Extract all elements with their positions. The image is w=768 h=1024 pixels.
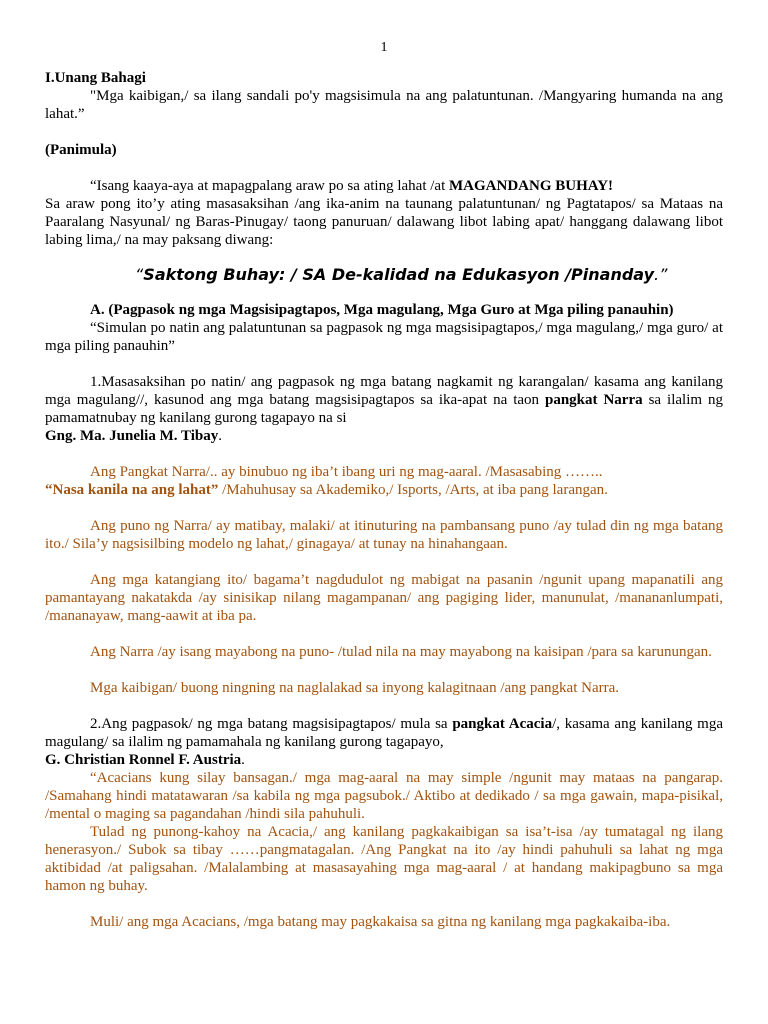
acacia-intro: 2.Ang pagpasok/ ng mga batang magsisipagtapos/ mula sa pangkat Acacia/, kasama ang kanilang mga magulang/ sa ilalim ng pamamahala ng kanilang gurong tagapayo, — [45, 716, 724, 750]
greeting-bold: MAGANDANG BUHAY! — [449, 178, 614, 194]
narra-paragraph-2: Ang puno ng Narra/ ay matibay, malaki/ at itinuturing na pambansang puno /ay tulad din ng mga batang ito./ Sila’y nagsisilbing modelo ng lahat,/ ginagaya/ at tunay na hinahangaan. — [45, 518, 723, 552]
narra-paragraph-3: Ang mga katangiang ito/ bagama’t nagdudulot ng mabigat na pasanin /ngunit upang mapanatili ang pamantayang nakatakda /ay sinisikap nilang magampanan/ ang pagiging lider, manunulat, /manananlumpati, /mananayaw, mang-aawit at iba pa. — [45, 572, 723, 624]
theme-line: “Saktong Buhay: / SA De-kalidad na Edukasyon /Pinanday.” — [135, 265, 668, 284]
intro-paragraph: Sa araw pong ito’y ating masasaksihan /ang ika-anim na taunang palatuntunan/ ng Pagtatapos/ sa Mataas na Paaralang Nasyunal/ ng Baras-Pinugay/ taong panuruan/ dalawang libot labing apat/ hanggang dalawang libot labing lima,/ na may paksang diwang: — [45, 196, 723, 248]
acacia-paragraph-1: “Acacians kung silay bansagan./ mga mag-aaral na may simple /ngunit may mataas na pangarap. /Samahang hindi matatawaran /sa kabila ng mga pagsubok./ Aktibo at dedikado / sa mga gawain, mapa-pisikal, /mental o maging sa pagandahan /hindi sila pahuhuli. — [45, 770, 723, 822]
acacia-paragraph-3: Muli/ ang mga Acacians, /mga batang may pagkakaisa sa gitna ng kanilang mga pagkakaiba-iba. — [90, 914, 671, 930]
narra-adviser: Gng. Ma. Junelia M. Tibay. — [45, 428, 222, 444]
narra-paragraph-4: Ang Narra /ay isang mayabong na puno- /tulad nila na may mayabong na kaisipan /para sa karunungan. — [90, 644, 712, 660]
section-heading: I.Unang Bahagi — [45, 70, 146, 86]
narra-intro: 1.Masasaksihan po natin/ ang pagpasok ng mga batang nagkamit ng karangalan/ kasama ang kanilang mga magulang//, kasunod ang mga batang magsisipagtapos sa ika-apat na taon pangkat Narra sa ilalim ng pamamatnubay ng kanilang gurong tagapayo na si — [45, 374, 724, 426]
narra-group-name: pangkat Narra — [545, 392, 643, 408]
theme-text: Saktong Buhay: / SA De-kalidad na Edukasyon /Pinanday — [143, 265, 655, 284]
page-number: 1 — [380, 40, 388, 55]
narra-quote-bold: “Nasa kanila na ang lahat” — [45, 482, 219, 498]
narra-paragraph-5: Mga kaibigan/ buong ningning na naglalakad sa inyong kalagitnaan /ang pangkat Narra. — [90, 680, 620, 696]
section-a-title: A. (Pagpasok ng mga Magsisipagtapos, Mga magulang, Mga Guro at Mga piling panauhin) — [90, 302, 674, 318]
acacia-paragraph-2: Tulad ng punong-kahoy na Acacia,/ ang kanilang pagkakaibigan sa isa’t-isa /ay tumatagal ng ilang henerasyon./ Subok sa tibay ……pangmatagalan. /Ang Pangkat na ito /ay hindi pahuhuli sa lahat ng mga aktibidad /at paligsahan. /Malalambing at masasayahing mga mag-aaral / at handang makipagbuno sa mga hamon ng buhay. — [45, 824, 723, 894]
panimula-label: (Panimula) — [45, 142, 117, 158]
narra-paragraph-1: Ang Pangkat Narra/.. ay binubuo ng iba’t ibang uri ng mag-aaral. /Masasabing …….. “Nasa kanila na ang lahat” /Mahuhusay sa Akademiko,/ Isports, /Arts, at iba pang larangan. — [45, 464, 608, 498]
acacia-adviser: G. Christian Ronnel F. Austria. — [45, 752, 245, 768]
greeting-paragraph: “Isang kaaya-aya at mapagpalang araw po sa ating lahat /at MAGANDANG BUHAY! — [90, 178, 614, 194]
section-a-text: “Simulan po natin ang palatuntunan sa pagpasok ng mga magsisipagtapos,/ mga magulang,/ mga guro/ at mga piling panauhin” — [45, 320, 723, 354]
document-body — [45, 69, 723, 931]
opening-paragraph: "Mga kaibigan,/ sa ilang sandali po'y magsisimula na ang palatuntunan. /Mangyaring humanda na ang lahat.” — [45, 88, 723, 122]
acacia-group-name: pangkat Acacia — [452, 716, 553, 732]
